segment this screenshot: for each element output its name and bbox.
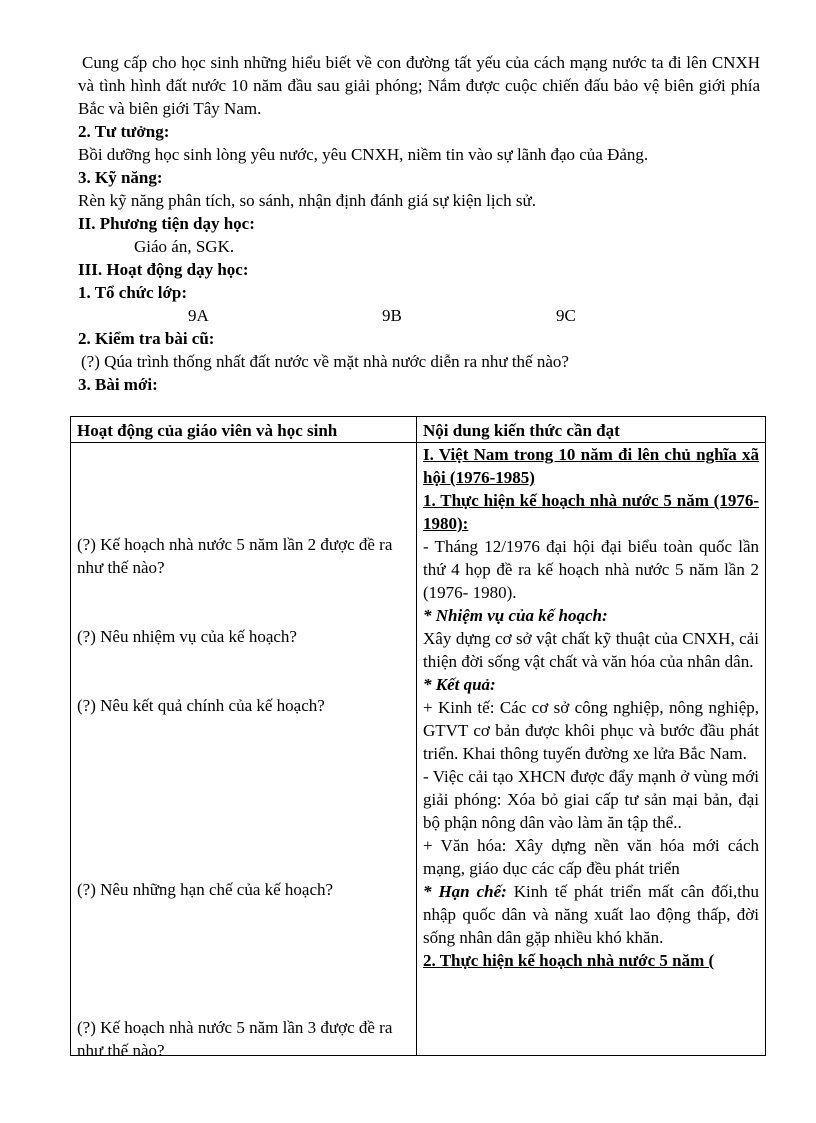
nhiem-vu-heading: * Nhiệm vụ của kế hoạch:	[423, 606, 608, 625]
heading-ky-nang: 3. Kỹ năng:	[78, 168, 163, 187]
tu-tuong-text: Bồi dưỡng học sinh lòng yêu nước, yêu CNXH, niềm tin vào sự lãnh đạo của Đảng.	[78, 145, 649, 164]
question-ke-hoach-3: (?) Kế hoạch nhà nước 5 năm lần 3 được đề ra như thế nào?	[77, 1018, 393, 1060]
lesson-objectives	[78, 51, 760, 396]
han-che-heading: * Hạn chế:	[423, 882, 507, 901]
question-han-che: (?) Nêu những hạn chế của kế hoạch?	[77, 880, 334, 899]
content-cell	[417, 443, 766, 1056]
question-nhiem-vu: (?) Nêu nhiệm vụ của kế hoạch?	[77, 627, 297, 646]
phuong-tien-text: Giáo án, SGK.	[134, 237, 235, 256]
nhiem-vu-text: Xây dựng cơ sở vật chất kỹ thuật của CNXH, cải thiện đời sống vật chất và văn hóa của nhân dân.	[423, 629, 759, 671]
class-9b: 9B	[382, 306, 402, 325]
heading-bai-moi: 3. Bài mới:	[78, 375, 158, 394]
ky-nang-text: Rèn kỹ năng phân tích, so sánh, nhận định đánh giá sự kiện lịch sử.	[78, 191, 536, 210]
class-list	[78, 304, 760, 327]
question-ket-qua: (?) Nêu kết quả chính của kế hoạch?	[77, 696, 325, 715]
heading-kiem-tra: 2. Kiểm tra bài cũ:	[78, 329, 215, 348]
cai-tao-text: - Việc cải tạo XHCN được đẩy mạnh ở vùng mới giải phóng: Xóa bỏ giai cấp tư sản mại bản, đại bộ phận nông dân vào làm ăn tập thể..	[423, 767, 759, 832]
heading-tu-tuong: 2. Tư tưởng:	[78, 122, 170, 141]
section-heading-1: I. Việt Nam trong 10 năm đi lên chủ nghĩa xã hội (1976-1985)	[423, 445, 759, 487]
ket-qua-heading: * Kết quả:	[423, 675, 496, 694]
header-activities: Hoạt động của giáo viên và học sinh	[71, 417, 417, 443]
table-row	[71, 443, 766, 1056]
han-che-paragraph	[423, 880, 759, 949]
subsection-heading-1: 1. Thực hiện kế hoạch nhà nước 5 năm (1976- 1980):	[423, 491, 759, 533]
class-9c: 9C	[556, 306, 576, 325]
header-content: Nội dung kiến thức cần đạt	[417, 417, 766, 443]
activities-cell	[71, 443, 417, 1060]
subsection-heading-2: 2. Thực hiện kế hoạch nhà nước 5 năm (	[423, 951, 715, 970]
lesson-table	[70, 416, 766, 1060]
table-header-row	[71, 417, 766, 443]
heading-phuong-tien: II. Phương tiện dạy học:	[78, 214, 255, 233]
han-che-text: Kinh tế phát triển mất cân đối,thu nhập quốc dân và năng xuất lao động thấp, đời sống nhân dân gặp nhiều khó khăn.	[423, 882, 760, 947]
knowledge-objective: Cung cấp cho học sinh những hiểu biết về con đường tất yếu của cách mạng nước ta đi lên CNXH và tình hình đất nước 10 năm đầu sau giải phóng; Nắm được cuộc chiến đấu bảo vệ biên giới phía Bắc và biên giới Tây Nam.	[78, 53, 760, 118]
van-hoa-text: + Văn hóa: Xây dựng nền văn hóa mới cách mạng, giáo dục các cấp đều phát triển	[423, 836, 759, 878]
kiem-tra-question: (?) Qúa trình thống nhất đất nước về mặt nhà nước diễn ra như thế nào?	[81, 352, 569, 371]
heading-to-chuc-lop: 1. Tổ chức lớp:	[78, 283, 188, 302]
class-9a: 9A	[188, 306, 209, 325]
question-ke-hoach-2: (?) Kế hoạch nhà nước 5 năm lần 2 được đề ra như thế nào?	[77, 535, 393, 577]
kinh-te-text: + Kinh tế: Các cơ sở công nghiệp, nông nghiệp, GTVT cơ bản được khôi phục và bước đầu phát triển. Khai thông tuyến đường xe lửa Bắc Nam.	[423, 698, 759, 763]
thang12-text: - Tháng 12/1976 đại hội đại biểu toàn quốc lần thứ 4 họp đề ra kế hoạch nhà nước 5 năm lần 2 (1976- 1980).	[423, 537, 759, 602]
heading-hoat-dong: III. Hoạt động dạy học:	[78, 260, 249, 279]
